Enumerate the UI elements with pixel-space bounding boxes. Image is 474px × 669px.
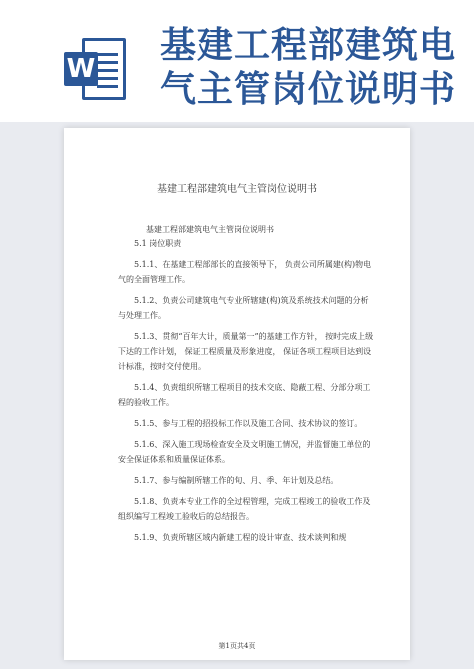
paragraph: 5.1.5、参与工程的招投标工作以及施工合同、技术协议的签订。 xyxy=(134,419,363,428)
paragraph: 5.1.4、负责组织所辖工程项目的技术交底、隐蔽工程、分部分项工程的验收工作。 xyxy=(118,383,371,407)
paragraph: 5.1.7、参与编制所辖工作的旬、月、季、年计划及总结。 xyxy=(134,476,339,485)
paragraph: 5.1.1、在基建工程部部长的直接领导下， 负责公司所属建(构)物电气的全面管理工作。 xyxy=(118,260,372,284)
banner-title: 基建工程部建筑电气主管岗位说明书 xyxy=(160,25,457,110)
header-banner xyxy=(0,0,474,122)
paragraph: 5.1.6、深入施工现场检查安全及文明施工情况，并监督施工单位的安全保证体系和质量保证体系。 xyxy=(118,440,371,464)
document-subtitle: 基建工程部建筑电气主管岗位说明书 xyxy=(146,225,274,234)
word-badge: W xyxy=(64,52,98,86)
document-title: 基建工程部建筑电气主管岗位说明书 xyxy=(157,184,317,195)
paragraph: 5.1.2、负责公司建筑电气专业所辖建(构)筑及系统技术问题的分析与处理工作。 xyxy=(118,296,369,320)
paragraph: 5.1.3、贯彻“百年大计，质量第一”的基建工作方针， 按时完成上级下达的工作计划， 保证工程质量及形象进度， 保证各项工程项目达到设计标准，按时交付使用。 xyxy=(118,332,374,371)
page-footer: 第1页共4页 xyxy=(218,642,256,650)
paragraph: 5.1.8、负责本专业工作的全过程管理，完成工程竣工的验收工作及组织编写工程竣工验收后的总结报告。 xyxy=(118,497,371,521)
paragraph: 5.1.9、负责所辖区域内新建工程的设计审查、技术谈判和规 xyxy=(134,533,347,542)
word-document-icon xyxy=(64,38,126,100)
document-page xyxy=(64,128,410,660)
document-body xyxy=(118,236,376,551)
paragraph-section-heading: 5.1 岗位职责 xyxy=(134,239,182,248)
